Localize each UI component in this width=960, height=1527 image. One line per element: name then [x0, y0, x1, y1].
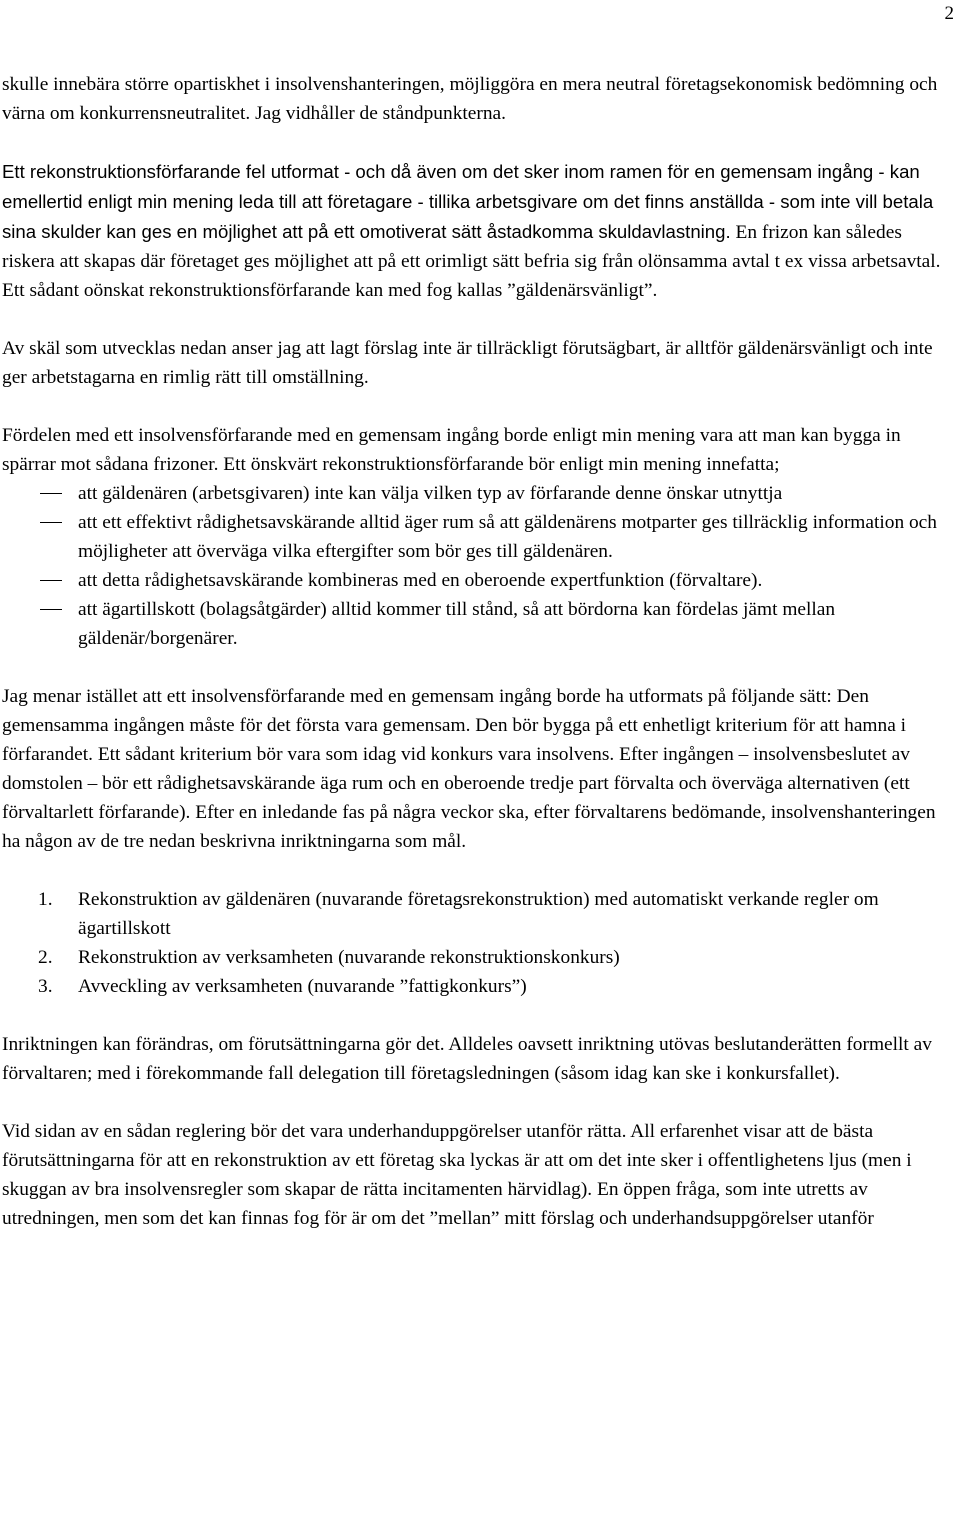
dash-list	[2, 479, 956, 653]
paragraph-2-serif-text: En frizon kan således riskera att skapas där företaget ges möjlighet att på ett orimligt sätt befria sig från olönsamma avtal t ex vissa arbetsavtal. Ett sådant oönskat rekonstruktionsförfarande kan med fog kallas ”gäldenärsvänligt”.	[2, 222, 941, 301]
dash-bullet-icon	[40, 522, 62, 523]
paragraph-3: Av skäl som utvecklas nedan anser jag att lagt förslag inte är tillräckligt förutsägbart, är alltför gäldenärsvänligt och inte ger arbetstagarna en rimlig rätt till omställning.	[2, 338, 933, 388]
numbered-list-item-text: Rekonstruktion av verksamheten (nuvarande rekonstruktionskonkurs)	[78, 947, 620, 968]
dash-list-item	[2, 508, 956, 566]
paragraph-7: Vid sidan av en sådan reglering bör det vara underhanduppgörelser utanför rätta. All erfarenhet visar att de bästa förutsättningarna för att en rekonstruktion av ett företag ska lyckas är att om det inte sker i offentlighetens ljus (men i skuggan av bra insolvensregler som skapar de rätta incitamenten härvidlag). En öppen fråga, som inte utretts av utredningen, men som det kan finnas fog för är om det ”mellan” mitt förslag och underhandsuppgörelser utanför	[2, 1121, 912, 1229]
page-number: 2	[944, 3, 954, 24]
dash-list-item-text: att detta rådighetsavskärande kombineras med en oberoende expertfunktion (förvaltare).	[78, 570, 763, 591]
dash-bullet-icon	[40, 580, 62, 581]
dash-bullet-icon	[40, 493, 62, 494]
dash-list-item	[2, 479, 956, 508]
paragraph-1: skulle innebära större opartiskhet i insolvenshanteringen, möjliggöra en mera neutral företagsekonomisk bedömning och värna om konkurrensneutralitet. Jag vidhåller de ståndpunkterna.	[2, 74, 938, 124]
dash-list-item	[2, 566, 956, 595]
numbered-list-item	[2, 943, 956, 972]
paragraph-2-sans-text: Ett rekonstruktionsförfarande fel utformat - och då även om det sker inom ramen för en gemensam ingång - kan emellertid enligt min mening leda till att företagare - tillika arbetsgivare om det finns anställda - som inte vill betala sina skulder kan ges en möjlighet att på ett omotiverat sätt åstadkomma skuldavlastning.	[2, 161, 934, 242]
numbered-list-item-text: Rekonstruktion av gäldenären (nuvarande företagsrekonstruktion) med automatiskt verkande regler om ägartillskott	[78, 889, 879, 939]
paragraph-6: Inriktningen kan förändras, om förutsättningarna gör det. Alldeles oavsett inriktning utövas beslutanderätten formellt av förvaltaren; med i förekommande fall delegation till företagsledningen (såsom idag kan ske i konkursfallet).	[2, 1034, 932, 1084]
paragraph-5: Jag menar istället att ett insolvensförfarande med en gemensam ingång borde ha utformats på följande sätt: Den gemensamma ingången måste för det första vara gemensam. Den bör bygga på ett enhetligt kriterium för att hamna i förfarandet. Ett sådant kriterium bör vara som idag vid konkurs vara insolvens. Efter ingången – insolvensbeslutet av domstolen – bör ett rådighetsavskärande äga rum och en oberoende tredje part förvalta och överväga alternativen (ett förvaltarlett förfarande). Efter en inledande fas på några veckor ska, efter förvaltarens bedömande, insolvenshanteringen ha någon av de tre nedan beskrivna inriktningarna som mål.	[2, 686, 936, 852]
numbered-list-item	[2, 972, 956, 1001]
dash-list-item-text: att ägartillskott (bolagsåtgärder) alltid kommer till stånd, så att bördorna kan fördelas jämt mellan gäldenär/borgenärer.	[78, 599, 836, 649]
list-number: 3.	[38, 976, 53, 997]
dash-list-item-text: att gäldenären (arbetsgivaren) inte kan välja vilken typ av förfarande denne önskar utnyttja	[78, 483, 783, 504]
paragraph-4: Fördelen med ett insolvensförfarande med en gemensam ingång borde enligt min mening vara att man kan bygga in spärrar mot sådana frizoner. Ett önskvärt rekonstruktionsförfarande bör enligt min mening innefatta;	[2, 425, 901, 475]
numbered-list-item	[2, 885, 956, 943]
list-number: 1.	[38, 889, 53, 910]
numbered-list	[2, 885, 956, 1001]
list-number: 2.	[38, 947, 53, 968]
paragraph-4-block	[2, 421, 956, 653]
numbered-list-item-text: Avveckling av verksamheten (nuvarande ”fattigkonkurs”)	[78, 976, 527, 997]
dash-list-item	[2, 595, 956, 653]
dash-bullet-icon	[40, 609, 62, 610]
document-body	[2, 70, 956, 1262]
paragraph-2	[2, 157, 956, 305]
dash-list-item-text: att ett effektivt rådighetsavskärande alltid äger rum så att gäldenärens motparter ges tillräcklig information och möjligheter att överväga vilka eftergifter som bör ges till gäldenären.	[78, 512, 937, 562]
